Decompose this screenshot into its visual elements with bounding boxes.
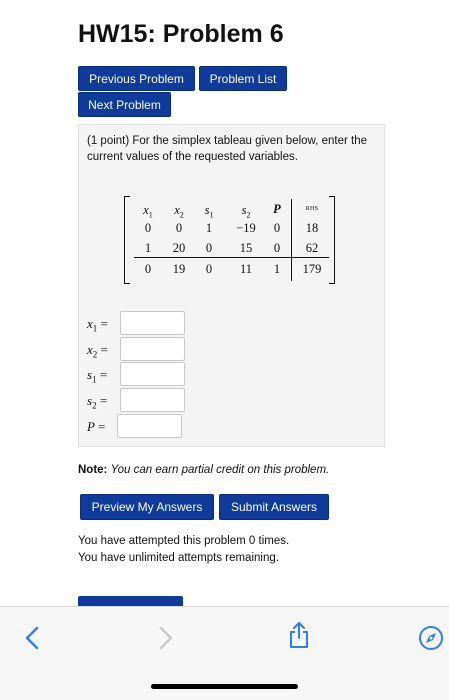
submit-answers-button[interactable]: Submit Answers	[219, 494, 329, 520]
tableau-header-s2: $s_2$	[241, 203, 251, 220]
tableau-cell: 1	[205, 221, 213, 235]
tableau-cell: −19	[236, 221, 256, 235]
simplex-tableau	[124, 196, 335, 284]
tableau-cell: 0	[205, 262, 213, 276]
previous-problem-button[interactable]: Previous Problem	[78, 66, 195, 91]
tableau-cell: 1	[273, 262, 281, 276]
tableau-cell: 0	[273, 241, 281, 255]
forward-chevron-icon	[158, 626, 174, 650]
tableau-cell: 20	[172, 241, 186, 255]
tableau-cell: 179	[302, 262, 322, 276]
page-title: HW15: Problem 6	[78, 20, 284, 48]
answer-label-s1: $s_1$ =	[87, 367, 108, 385]
next-problem-button[interactable]: Next Problem	[78, 92, 171, 117]
tableau-cell: 11	[239, 262, 253, 276]
preview-answers-button[interactable]: Preview My Answers	[80, 494, 214, 520]
problem-list-button[interactable]: Problem List	[199, 66, 287, 91]
back-chevron-icon[interactable]	[24, 626, 40, 650]
answer-label-p: P =	[87, 419, 106, 434]
note-text: Note: You can earn partial credit on this problem.	[78, 464, 330, 476]
tableau-cell: 0	[144, 221, 152, 235]
answer-label-x2: $x_2$ =	[87, 342, 108, 360]
tableau-header-x1: $x_1$	[143, 203, 153, 220]
tableau-cell: 1	[144, 241, 152, 255]
problem-intro: (1 point) For the simplex tableau given below, enter the current values of the requested variables.	[87, 135, 367, 163]
tableau-header-x2: $x_2$	[174, 203, 184, 220]
attempts-remaining-text: You have unlimited attempts remaining.	[78, 552, 279, 564]
tableau-cell: 62	[305, 241, 319, 255]
share-icon[interactable]	[287, 620, 311, 650]
tableau-header-rhs: RHS	[305, 206, 319, 212]
answer-input-s2[interactable]	[120, 388, 185, 412]
tableau-header-s1: $s_1$	[204, 203, 214, 220]
tableau-cell: 18	[305, 221, 319, 235]
tableau-cell: 0	[273, 221, 281, 235]
attempts-count-text: You have attempted this problem 0 times.	[78, 535, 290, 547]
home-indicator	[151, 684, 298, 689]
answer-label-s2: $s_2$ =	[87, 393, 108, 411]
answer-input-x1[interactable]	[120, 311, 185, 335]
answer-label-x1: $x_1$ =	[87, 316, 108, 334]
tableau-cell: 0	[144, 262, 152, 276]
answer-input-x2[interactable]	[120, 337, 185, 361]
tableau-right-bracket	[329, 196, 335, 284]
attempt-status	[78, 533, 289, 567]
tableau-cell: 0	[205, 241, 213, 255]
tableau-cell: 0	[175, 221, 183, 235]
tableau-cell: 19	[172, 262, 186, 276]
tableau-cell: 15	[239, 241, 253, 255]
compass-icon[interactable]	[418, 625, 444, 651]
answer-input-p[interactable]	[117, 414, 182, 438]
tableau-header-p: P	[273, 202, 281, 216]
tableau-objective-divider	[134, 257, 329, 258]
answer-input-s1[interactable]	[120, 362, 185, 386]
tableau-left-bracket	[124, 196, 130, 284]
